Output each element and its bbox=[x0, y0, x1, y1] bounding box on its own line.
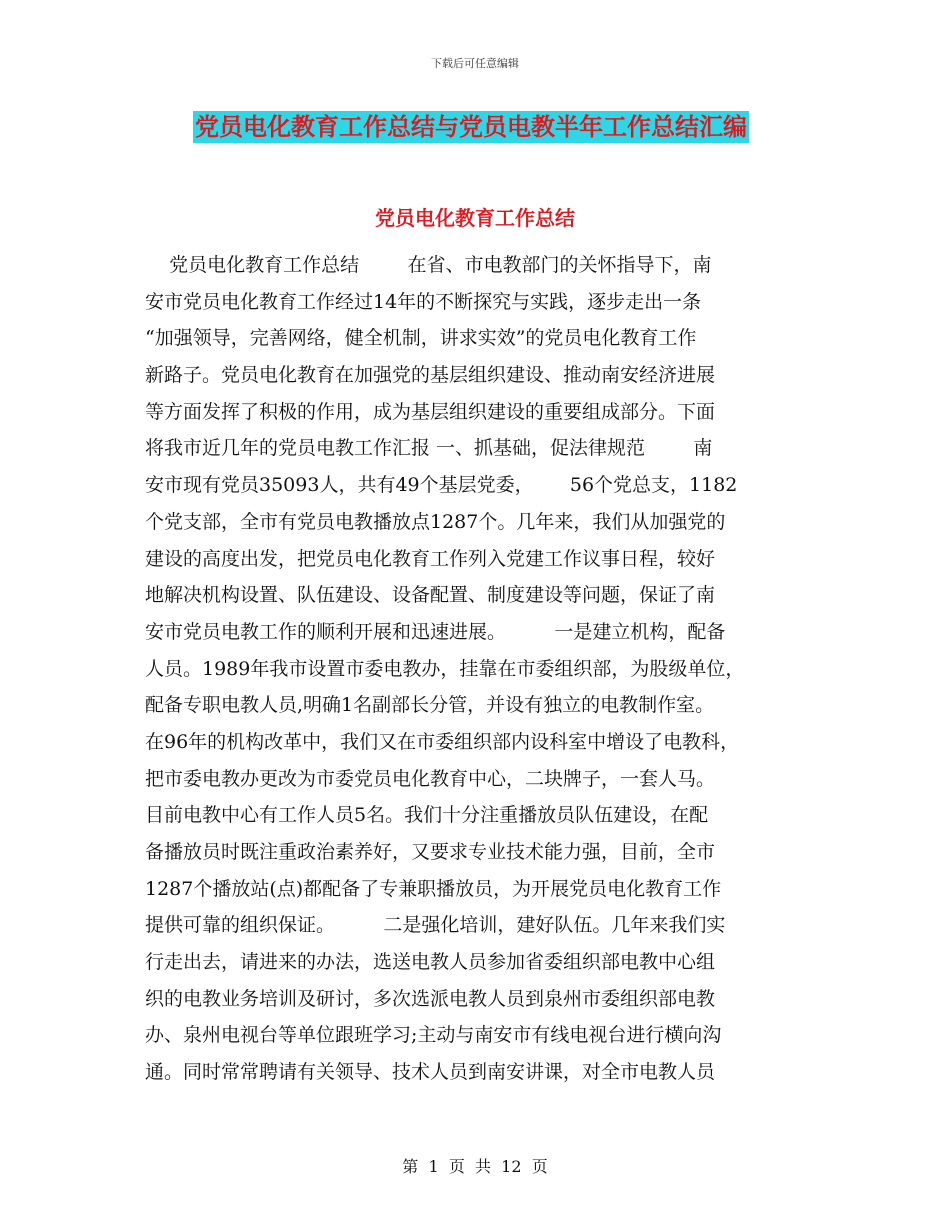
body-line: 地解决机构设置、队伍建设、设备配置、制度建设等问题，保证了南 bbox=[145, 584, 716, 607]
body-line: 将我市近几年的党员电教工作汇报 一、抓基础，促法律规范 南 bbox=[145, 437, 713, 460]
body-line: 行走出去，请进来的办法，选送电教人员参加省委组织部电教中心组 bbox=[145, 951, 716, 974]
body-line: 安市党员电化教育工作经过14年的不断探究与实践，逐步走出一条 bbox=[145, 290, 702, 313]
body-line: 党员电化教育工作总结 在省、市电教部门的关怀指导下，南 bbox=[145, 254, 712, 276]
body-line: 通。同时常常聘请有关领导、技术人员到南安讲课，对全市电教人员 bbox=[145, 1061, 716, 1084]
body-line: 个党支部，全市有党员电教播放点1287个。几年来，我们从加强党的 bbox=[145, 510, 726, 533]
body-line: 新路子。党员电化教育在加强党的基层组织建设、推动南安经济进展 bbox=[145, 364, 716, 387]
body-line: 1287个播放站(点)都配备了专兼职播放员，为开展党员电化教育工作 bbox=[145, 877, 722, 900]
body-line: 办、泉州电视台等单位跟班学习;主动与南安市有线电视台进行横向沟 bbox=[145, 1024, 722, 1047]
body-line: 目前电教中心有工作人员5名。我们十分注重播放员队伍建设，在配 bbox=[145, 804, 709, 827]
body-line: 备播放员时既注重政治素养好，又要求专业技术能力强，目前，全市 bbox=[145, 841, 716, 863]
body-line: 安市党员电教工作的顺利开展和迅速进展。 一是建立机构，配备 bbox=[145, 620, 726, 643]
section-title: 党员电化教育工作总结 bbox=[375, 206, 575, 230]
body-line: 把市委电教办更改为市委党员电化教育中心，二块牌子，一套人马。 bbox=[145, 767, 716, 790]
body-line: 织的电教业务培训及研讨，多次选派电教人员到泉州市委组织部电教 bbox=[145, 987, 716, 1010]
body-line: 提供可靠的组织保证。 二是强化培训，建好队伍。几年来我们实 bbox=[145, 914, 726, 937]
body-line: 等方面发挥了积极的作用，成为基层组织建设的重要组成部分。下面 bbox=[145, 400, 716, 423]
body-line: 人员。1989年我市设置市委电教办，挂靠在市委组织部，为股级单位， bbox=[145, 657, 745, 680]
page-header-note: 下载后可任意编辑 bbox=[431, 57, 519, 70]
body-line: “加强领导，完善网络，健全机制，讲求实效”的党员电化教育工作 bbox=[145, 327, 697, 350]
page-number-footer: 第 1 页 共 12 页 bbox=[402, 1157, 548, 1176]
body-text bbox=[145, 247, 815, 1091]
body-line: 配备专职电教人员,明确1名副部长分管，并设有独立的电教制作室。 bbox=[145, 694, 715, 717]
body-line: 建设的高度出发，把党员电化教育工作列入党建工作议事日程，较好 bbox=[145, 547, 716, 570]
document-title: 党员电化教育工作总结与党员电教半年工作总结汇编 bbox=[195, 113, 747, 141]
body-line: 安市现有党员35093人，共有49个基层党委， 56个党总支，1182 bbox=[145, 474, 738, 497]
body-line: 在96年的机构改革中，我们又在市委组织部内设科室中增设了电教科， bbox=[145, 730, 740, 753]
